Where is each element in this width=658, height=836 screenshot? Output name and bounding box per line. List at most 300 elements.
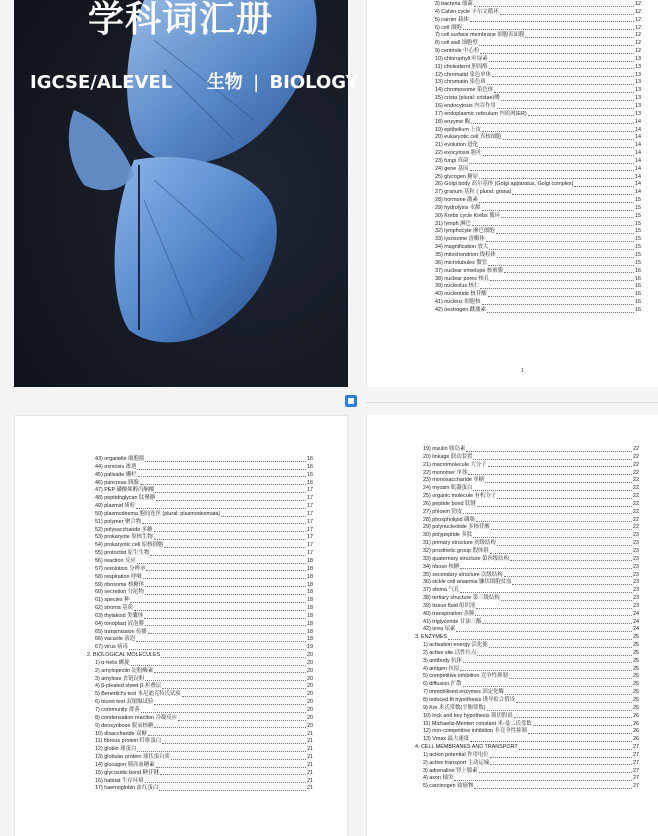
toc-page-number: 12 (635, 32, 641, 39)
toc-entry[interactable] (415, 509, 639, 517)
toc-entry[interactable] (87, 715, 313, 723)
toc-entry[interactable] (415, 611, 639, 619)
toc-entry-title: 5) carrier 载体 (435, 16, 469, 23)
toc-leader-dots (497, 493, 632, 499)
toc-entry-title: 1) action potential 作用电位 (423, 751, 489, 758)
toc-page-number: 17 (307, 550, 313, 557)
toc-section-heading[interactable] (415, 634, 639, 642)
toc-entry[interactable] (415, 681, 639, 689)
toc-entry[interactable] (427, 142, 641, 150)
toc-entry[interactable] (427, 197, 641, 205)
toc-leader-dots (463, 658, 632, 664)
toc-page-number: 18 (307, 612, 313, 619)
toc-entry-title: 36) sickle cell anaemia 镰状细胞贫血 (423, 579, 512, 586)
toc-page-number: 18 (307, 628, 313, 635)
toc-entry[interactable] (427, 260, 641, 268)
toc-leader-dots (156, 762, 306, 768)
toc-entry[interactable] (87, 770, 313, 778)
toc-leader-dots (143, 574, 306, 580)
toc-page-number: 13 (635, 87, 641, 94)
toc-entry[interactable] (427, 244, 641, 252)
toc-page-number: 14 (635, 181, 641, 188)
toc-entry[interactable] (87, 519, 313, 527)
toc-entry[interactable] (415, 462, 639, 470)
toc-leader-dots (454, 775, 632, 781)
toc-page-number: 22 (633, 453, 639, 460)
toc-entry[interactable] (415, 713, 639, 721)
toc-entry[interactable] (87, 691, 313, 699)
toc-entry[interactable] (87, 456, 313, 464)
toc-entry[interactable] (415, 501, 639, 509)
toc-entry-title: 4) antigen 抗原 (423, 665, 460, 672)
toc-entry[interactable] (427, 103, 641, 111)
toc-entry[interactable] (427, 307, 641, 315)
toc-entry-title: 4) Calvin cycle 卡尔文循环 (435, 8, 499, 15)
toc-entry[interactable] (427, 119, 641, 127)
toc-entry-title: 29) polynucleotide 多核苷酸 (423, 524, 490, 531)
toc-entry[interactable] (427, 166, 641, 174)
toc-entry-title: 2) active site 活性位点 (423, 649, 477, 656)
toc-entry[interactable] (87, 762, 313, 770)
toc-entry-title: 53) prokaryote 原核生物 (95, 534, 153, 541)
toc-entry[interactable] (415, 548, 639, 556)
toc-entry-title: 18) enzyme 酶 (435, 118, 471, 125)
toc-entry-title: 7) cell surface membrane 细胞表面膜 (435, 32, 525, 39)
toc-leader-dots (496, 228, 634, 234)
toc-entry[interactable] (415, 595, 639, 603)
toc-entry[interactable] (87, 754, 313, 762)
toc-entry-title: 38) nuclear pores 核孔 (435, 275, 490, 282)
toc-page-number: 14 (635, 157, 641, 164)
toc-page-number: 15 (635, 236, 641, 243)
toc-leader-dots (512, 189, 634, 195)
toc-entry-title: 32) lymphocyte 淋巴细胞 (435, 228, 495, 235)
toc-leader-dots (160, 770, 306, 776)
toc-page-number: 27 (633, 751, 639, 758)
toc-entry-title: 15) crista (plural: cristae)嵴 (435, 95, 500, 102)
toc-leader-dots (487, 307, 634, 313)
toc-list (415, 446, 639, 791)
toc-leader-dots (136, 503, 306, 509)
toc-entry[interactable] (427, 111, 641, 119)
toc-leader-dots (482, 619, 632, 625)
toc-page-number: 22 (633, 516, 639, 523)
toc-leader-dots (471, 119, 634, 125)
toc-leader-dots (503, 134, 634, 140)
toc-entry[interactable] (87, 574, 313, 582)
toc-page-number: 13 (635, 95, 641, 102)
toc-page-number: 17 (307, 487, 313, 494)
toc-leader-dots (145, 621, 306, 627)
toc-entry[interactable] (415, 493, 639, 501)
toc-entry-title: 21) evolution 进化 (435, 142, 479, 149)
toc-section-heading[interactable] (415, 744, 639, 752)
toc-page-number: 18 (307, 620, 313, 627)
toc-leader-dots (154, 723, 306, 729)
toc-page-number: 25 (633, 649, 639, 656)
toc-leader-dots (137, 464, 306, 470)
toc-entry[interactable] (427, 95, 641, 103)
toc-page-number: 18 (307, 573, 313, 580)
toc-page-2[interactable] (14, 415, 348, 836)
toc-entry[interactable] (427, 48, 641, 56)
toc-page-number: 25 (633, 657, 639, 664)
toc-list (87, 456, 313, 793)
toc-entry-title: 60) secretion 分泌物 (95, 589, 144, 596)
toc-entry[interactable] (415, 564, 639, 572)
toc-entry[interactable] (87, 495, 313, 503)
toc-entry-title: 62) stroma 基质 (95, 605, 134, 612)
toc-leader-dots (140, 480, 306, 486)
toc-entry[interactable] (87, 746, 313, 754)
toc-entry-title: 22) exocytosis 胞吐 (435, 150, 482, 157)
toc-entry-title: 10) lock and key hypothesis 锁钥假说 (423, 712, 513, 719)
toc-leader-dots (178, 715, 306, 721)
toc-entry-title: 9) deoxyribose 脱氧核糖 (95, 722, 154, 729)
toc-leader-dots (154, 699, 306, 705)
toc-page-number: 23 (633, 532, 639, 539)
toc-leader-dots (505, 689, 632, 695)
toc-entry-title: 24) gene 基因 (435, 165, 469, 172)
toc-entry-title: 50) plasmodesma 胞间连丝 (plural: plasmodesmata) (95, 510, 221, 517)
toc-page-number: 14 (635, 118, 641, 125)
toc-entry[interactable] (415, 540, 639, 548)
toc-page-number: 13 (635, 71, 641, 78)
toc-entry-title: 63) thylakoid 类囊体 (95, 612, 144, 619)
toc-entry[interactable] (87, 621, 313, 629)
toc-page-number: 18 (307, 597, 313, 604)
toc-entry-title: 58) respiration 呼吸 (95, 573, 142, 580)
toc-entry-title: 1) α-helix 螺旋 (95, 659, 130, 666)
toc-page-number: 21 (307, 769, 313, 776)
toc-page-number: 25 (633, 704, 639, 711)
toc-entry-title: 13) chromatin 染色质 (435, 79, 486, 86)
toc-leader-dots (142, 519, 306, 525)
toc-entry[interactable] (415, 658, 639, 666)
toc-leader-dots (492, 72, 634, 78)
toc-entry-title: 6) diffusion 扩散 (423, 681, 462, 688)
toc-leader-dots (479, 40, 634, 46)
toc-entry[interactable] (415, 760, 639, 768)
toc-leader-dots (519, 744, 632, 750)
toc-entry-title: 3) antibody 抗体 (423, 657, 462, 664)
toc-entry-title: 46) pancreas 胰腺 (95, 479, 139, 486)
toc-entry-title: 25) organic molecule 有机分子 (423, 493, 497, 500)
toc-entry[interactable] (415, 752, 639, 760)
toc-page-number: 25 (633, 634, 639, 641)
toc-leader-dots (501, 595, 632, 601)
toc-page-number: 18 (307, 589, 313, 596)
toc-leader-dots (485, 477, 632, 483)
toc-leader-dots (470, 166, 634, 172)
toc-entry-title: 14) glucagon 胰高血糖素 (95, 761, 155, 768)
toc-entry[interactable] (415, 650, 639, 658)
toc-leader-dots (525, 32, 634, 38)
toc-entry[interactable] (427, 134, 641, 142)
toc-entry-title: 7) community 群落 (95, 707, 140, 713)
toc-leader-dots (145, 589, 306, 595)
toc-page-number: 14 (635, 173, 641, 180)
toc-page-number: 16 (635, 267, 641, 274)
toc-entry-title: 61) species 种 (95, 597, 130, 604)
toc-leader-dots (162, 683, 306, 689)
toc-entry-title: 8) induced fit hypothesis 诱导拟合假设 (423, 697, 515, 703)
toc-entry[interactable] (427, 213, 641, 221)
toc-entry[interactable] (87, 723, 313, 731)
toc-entry[interactable] (87, 472, 313, 480)
divider (366, 402, 658, 403)
toc-entry-title: 5) Benedict's test 本尼迪克特氏试验 (95, 691, 181, 698)
toc-leader-dots (221, 511, 306, 517)
toc-entry[interactable] (87, 605, 313, 613)
toc-entry[interactable] (87, 589, 313, 597)
toc-page-number: 15 (635, 220, 641, 227)
toc-entry-title: 44) osmosis 渗透 (95, 463, 137, 470)
toc-leader-dots (456, 626, 632, 632)
toc-entry[interactable] (427, 1, 641, 9)
toc-entry-title: 11) fibrous protein 纤维蛋白 (95, 738, 162, 745)
toc-leader-dots (480, 283, 634, 289)
toc-entry-title: 10) chlorophyll 叶绿素 (435, 55, 488, 62)
toc-entry[interactable] (427, 252, 641, 260)
toc-page-number: 26 (633, 720, 639, 727)
toc-entry-title: 23) fungi 真菌 (435, 157, 469, 164)
toc-entry[interactable] (427, 291, 641, 299)
toc-leader-dots (472, 221, 634, 227)
toc-leader-dots (171, 754, 306, 760)
toc-leader-dots (504, 572, 632, 578)
toc-entry[interactable] (415, 626, 639, 634)
toc-leader-dots (474, 783, 632, 789)
toc-leader-dots (156, 495, 306, 501)
toc-entry-title: 43) organelle 细胞器 (95, 456, 145, 462)
toc-entry[interactable] (87, 558, 313, 566)
toc-leader-dots (490, 752, 632, 758)
toc-entry[interactable] (415, 689, 639, 697)
toc-page-number: 27 (633, 744, 639, 751)
chat-icon[interactable] (345, 395, 357, 407)
toc-leader-dots (141, 707, 306, 713)
toc-leader-dots (480, 48, 634, 54)
toc-entry[interactable] (427, 150, 641, 158)
toc-page-number: 17 (307, 518, 313, 525)
toc-page-number: 21 (307, 754, 313, 761)
toc-entry-title: 2) active transport 主动运输 (423, 759, 490, 766)
toc-page-number: 21 (307, 785, 313, 792)
toc-entry-title: 48) peptidoglycan 肽聚糖 (95, 495, 156, 502)
toc-entry-title: 17) haemoglobin 血红蛋白 (95, 785, 159, 792)
toc-entry-title: 25) glycogen 糖原 (435, 173, 479, 180)
toc-entry-title: 16) habitat 生存环境 (95, 777, 144, 784)
toc-leader-dots (475, 611, 632, 617)
toc-entry-title: 36) microtubules 微管 (435, 259, 488, 266)
toc-entry-title: 56) reaction 反应 (95, 557, 136, 564)
toc-leader-dots (501, 213, 634, 219)
toc-entry-title: 31) lymph 淋巴 (435, 220, 471, 227)
toc-leader-dots (470, 736, 632, 742)
toc-entry[interactable] (415, 736, 639, 744)
toc-entry[interactable] (427, 205, 641, 213)
toc-entry[interactable] (415, 532, 639, 540)
toc-entry[interactable] (415, 705, 639, 713)
toc-page-number: 20 (307, 699, 313, 706)
toc-entry[interactable] (415, 587, 639, 595)
toc-entry[interactable] (427, 40, 641, 48)
toc-page-number: 23 (633, 595, 639, 602)
toc-leader-dots (479, 142, 634, 148)
toc-leader-dots (487, 79, 634, 85)
toc-entry[interactable] (87, 503, 313, 511)
toc-page-number: 16 (635, 299, 641, 306)
toc-entry-title: 31) primary structure 初级结构 (423, 540, 496, 547)
toc-entry-title: 42) urea 尿素 (423, 626, 456, 633)
toc-section-heading[interactable] (87, 652, 313, 660)
toc-entry-title: 12) non-competitive inhibition 非竞争性抑制 (423, 728, 527, 735)
toc-entry[interactable] (415, 697, 639, 705)
toc-entry-title: 30) polypeptide 多肽 (423, 532, 473, 539)
toc-entry[interactable] (427, 87, 641, 95)
toc-leader-dots (466, 446, 632, 452)
toc-entry[interactable] (87, 668, 313, 676)
toc-entry[interactable] (427, 56, 641, 64)
toc-page-number: 24 (633, 618, 639, 625)
toc-page-number: 24 (633, 626, 639, 633)
toc-leader-dots (460, 666, 632, 672)
toc-entry[interactable] (427, 9, 641, 17)
toc-entry[interactable] (87, 542, 313, 550)
toc-page-3[interactable] (366, 415, 658, 836)
toc-leader-dots (138, 472, 306, 478)
toc-page-number: 14 (635, 189, 641, 196)
toc-entry-title: 16) endocytosis 内吞作用 (435, 102, 496, 109)
toc-entry[interactable] (415, 454, 639, 462)
toc-page-number: 12 (635, 40, 641, 47)
toc-entry-title: 6) cell 细胞 (435, 24, 462, 31)
toc-entry[interactable] (87, 464, 313, 472)
cover-page[interactable] (14, 0, 359, 387)
toc-leader-dots (476, 603, 632, 609)
toc-leader-dots (488, 462, 632, 468)
toc-entry[interactable] (415, 642, 639, 650)
toc-entry-title: 30) Krebs cycle Krebs 循环 (435, 212, 501, 219)
toc-entry[interactable] (87, 699, 313, 707)
toc-entry-title: 45) palisade 栅栏 (95, 471, 137, 478)
toc-entry-title: 37) stoma 气孔 (423, 587, 460, 594)
toc-page-number: 15 (635, 228, 641, 235)
toc-leader-dots (489, 642, 632, 648)
toc-page-number: 20 (307, 659, 313, 666)
toc-leader-dots (148, 731, 306, 737)
toc-entry-title: 41) nucleus 细胞核 (435, 299, 481, 306)
toc-entry[interactable] (415, 556, 639, 564)
toc-leader-dots (574, 181, 634, 187)
toc-entry[interactable] (427, 189, 641, 197)
toc-entry[interactable] (415, 579, 639, 587)
toc-entry[interactable] (87, 511, 313, 519)
toc-page-number: 22 (633, 500, 639, 507)
toc-leader-dots (154, 527, 306, 533)
toc-page-number: 12 (635, 16, 641, 23)
toc-entry-title: 12) chromatid 染色单体 (435, 71, 492, 78)
toc-entry[interactable] (427, 64, 641, 72)
toc-page-number: 22 (633, 493, 639, 500)
toc-leader-dots (479, 174, 634, 180)
toc-leader-dots (470, 17, 634, 23)
toc-leader-dots (162, 738, 306, 744)
toc-entry[interactable] (87, 550, 313, 558)
toc-page-number: 22 (633, 469, 639, 476)
toc-page-number: 18 (307, 565, 313, 572)
toc-leader-dots (528, 111, 634, 117)
toc-leader-dots (130, 597, 306, 603)
toc-page-number: 20 (307, 714, 313, 721)
toc-entry-title: 12) globin 球蛋白 (95, 746, 137, 753)
toc-page-1[interactable] (366, 0, 658, 387)
toc-leader-dots (482, 127, 634, 133)
toc-entry-title: 57) resolution 分辨率 (95, 565, 146, 572)
toc-page-number: 23 (633, 587, 639, 594)
toc-entry[interactable] (415, 446, 639, 454)
toc-page-number: 16 (635, 275, 641, 282)
toc-page-number: 25 (633, 673, 639, 680)
toc-entry[interactable] (427, 299, 641, 307)
toc-page-number: 18 (307, 581, 313, 588)
toc-entry[interactable] (87, 707, 313, 715)
toc-leader-dots (504, 268, 634, 274)
toc-page-number: 21 (307, 746, 313, 753)
toc-entry[interactable] (415, 485, 639, 493)
toc-entry-title: 24) myosin 肌凝蛋白 (423, 485, 473, 492)
toc-entry[interactable] (427, 268, 641, 276)
toc-entry[interactable] (87, 644, 313, 652)
toc-leader-dots (148, 629, 306, 635)
toc-page-number: 13 (635, 110, 641, 117)
toc-entry[interactable] (427, 158, 641, 166)
toc-entry-title: 26) peptide bond 肽键 (423, 500, 476, 507)
toc-entry[interactable] (87, 660, 313, 668)
toc-entry-title: 33) quaternary structure 第四级结构 (423, 555, 509, 562)
toc-entry[interactable] (87, 785, 313, 793)
toc-leader-dots (501, 95, 634, 101)
toc-page-number: 12 (635, 24, 641, 31)
toc-leader-dots (477, 501, 632, 507)
toc-entry-title: 22) monomer 单体 (423, 469, 468, 476)
toc-entry[interactable] (415, 783, 639, 791)
toc-page-number: 18 (307, 605, 313, 612)
toc-page-number: 23 (633, 602, 639, 609)
toc-page-number: 27 (633, 767, 639, 774)
toc-page-number: 12 (635, 1, 641, 7)
toc-page-number: 16 (307, 456, 313, 462)
toc-entry[interactable] (427, 17, 641, 25)
toc-leader-dots (512, 579, 632, 585)
toc-entry-title: 59) ribosome 核糖体 (95, 581, 145, 588)
toc-entry[interactable] (415, 603, 639, 611)
toc-page-number: 25 (633, 689, 639, 696)
toc-entry[interactable] (87, 613, 313, 621)
toc-leader-dots (463, 681, 632, 687)
toc-leader-dots (477, 650, 632, 656)
toc-entry-title: 39) nucleolus 核仁 (435, 283, 480, 290)
toc-entry-title: 39) tissue fluid 组织液 (423, 602, 476, 609)
toc-entry[interactable] (87, 566, 313, 574)
toc-entry[interactable] (87, 597, 313, 605)
toc-entry-title: 64) tonoplast 液泡膜 (95, 620, 144, 627)
toc-entry-title: 29) hydrolysis 水解 (435, 204, 481, 211)
toc-entry[interactable] (427, 236, 641, 244)
toc-leader-dots (468, 470, 632, 476)
toc-leader-dots (500, 9, 634, 15)
